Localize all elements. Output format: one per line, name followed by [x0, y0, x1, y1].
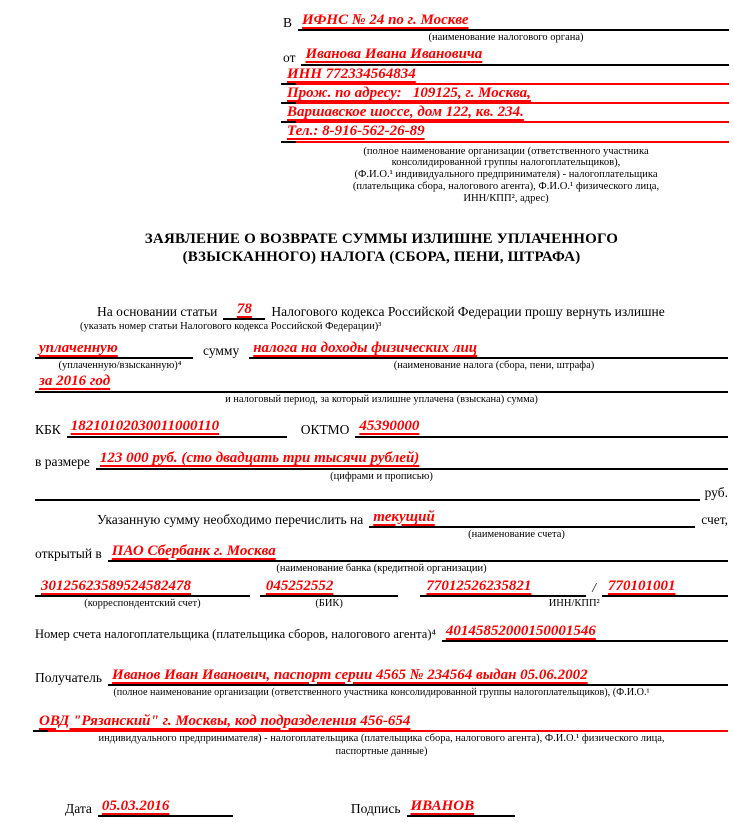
signature-field[interactable] [407, 798, 515, 817]
applicant-address-field-1[interactable] [283, 85, 729, 104]
recipient-caption: (полное наименование организации (ответственного участника консолидированной группы налогоплательщиков), (Ф.И.О.¹ [113, 686, 650, 698]
header-footnote-line: (полное наименование организации (ответственного участника [363, 145, 649, 157]
corr-account-field[interactable] [35, 575, 250, 597]
inn-kpp-column [420, 575, 728, 610]
corr-account-caption: (корреспондентский счет) [84, 597, 201, 609]
rub-suffix: руб. [704, 484, 728, 500]
taxpayer-account-value[interactable]: 40145852000150001546 [445, 622, 596, 639]
tax-name-value[interactable]: налога на доходы физических лиц [253, 340, 478, 357]
header-footnote-line: ИНН/КПП², адрес) [463, 193, 549, 205]
account-type-caption: (наименование счета) [468, 528, 565, 540]
paid-type-caption: (уплаченную/взысканную)⁴ [58, 360, 182, 372]
bank-kpp-field[interactable] [602, 575, 728, 597]
document-title [35, 231, 728, 266]
signature-value[interactable]: ИВАНОВ [410, 797, 475, 814]
transfer-row [35, 509, 728, 528]
account-type-value[interactable]: текущий [373, 508, 435, 525]
basis-suffix: Налогового кодекса Российской Федерации прошу вернуть излишне [271, 304, 665, 320]
transfer-suffix: счет, [701, 511, 728, 527]
bank-name-value[interactable]: ПАО Сбербанк г. Москва [111, 542, 276, 559]
inn-kpp-caption: ИНН/КПП² [548, 597, 600, 609]
bik-value[interactable]: 045252552 [265, 577, 334, 594]
sum-label: сумму [203, 343, 240, 359]
amount-value[interactable]: 123 000 руб. (сто двадцать три тысячи рублей) [99, 450, 420, 467]
field-applicant-phone [283, 123, 729, 142]
taxpayer-account-field[interactable] [442, 623, 728, 642]
rub-blank-row [35, 483, 728, 501]
amount-row [35, 450, 728, 470]
document-title-line-1: ЗАЯВЛЕНИЕ О ВОЗВРАТЕ СУММЫ ИЗЛИШНЕ УПЛАЧЕННОГО [144, 231, 619, 248]
tax-period-value[interactable]: за 2016 год [39, 373, 111, 390]
kbk-value[interactable]: 18210102030011000110 [70, 418, 220, 435]
header-footnote-line: (Ф.И.О.¹ индивидуального предпринимателя) - налогоплательщика [354, 169, 658, 181]
header-footnote-line: (плательщика сбора, налогового агента), Ф.И.О.¹ физического лица, [352, 181, 660, 193]
article-number-value[interactable]: 78 [236, 301, 252, 318]
header-addressee-block [283, 12, 729, 205]
recipient-row [35, 666, 728, 686]
account-type-caption-row [35, 528, 728, 542]
bank-kpp-value[interactable]: 770101001 [608, 577, 676, 594]
applicant-inn-field[interactable] [283, 66, 729, 85]
taxpayer-account-row [35, 622, 728, 642]
applicant-address-field-2[interactable] [283, 104, 729, 123]
applicant-phone-value[interactable]: Тел.: 8-916-562-26-89 [287, 123, 425, 140]
date-field[interactable] [98, 798, 233, 817]
paid-type-value[interactable]: уплаченную [39, 340, 118, 357]
inn-kpp-slash: / [592, 579, 597, 595]
bank-caption: (наименование банка (кредитной организации) [276, 562, 487, 574]
applicant-inn-value[interactable]: ИНН 772334564834 [287, 65, 416, 82]
kbk-field[interactable] [67, 418, 287, 437]
signature-label: Подпись [350, 801, 401, 817]
bank-label: открытый в [35, 545, 102, 561]
inn-kpp-fields [420, 575, 728, 597]
issuer-field[interactable] [35, 713, 728, 732]
tax-name-field[interactable] [249, 340, 728, 359]
document-title-line-2: (ВЗЫСКАННОГО) НАЛОГА (СБОРА, ПЕНИ, ШТРАФА) [182, 248, 581, 265]
tax-name-caption: (наименование налога (сбора, пени, штрафа) [393, 360, 595, 372]
caption-spacer [35, 528, 305, 542]
issuer-caption-line-2: паспортные данные) [335, 745, 428, 757]
transfer-prefix: Указанную сумму необходимо перечислить на [97, 511, 364, 527]
issuer-row [35, 712, 728, 732]
from-label: от [283, 49, 296, 65]
caption-spacer [205, 359, 260, 373]
tax-authority-value[interactable]: ИФНС № 24 по г. Москве [302, 12, 469, 28]
field-tax-authority [283, 12, 729, 31]
paid-tax-captions [35, 359, 728, 373]
field-applicant-name [283, 46, 729, 65]
kbk-label: КБК [35, 421, 61, 437]
tax-period-field[interactable] [35, 373, 728, 392]
date-label: Дата [65, 801, 92, 817]
taxpayer-account-label: Номер счета налогоплательщика (плательщика сборов, налогового агента)⁴ [35, 626, 436, 641]
bank-row [35, 542, 728, 562]
bik-field[interactable] [260, 575, 399, 597]
field-applicant-address-1 [283, 85, 729, 104]
article-caption: (указать номер статьи Налогового кодекса Российской Федерации)³ [80, 321, 382, 333]
basis-prefix: На основании статьи [97, 304, 218, 320]
applicant-phone-field[interactable] [283, 123, 729, 142]
oktmo-field[interactable] [355, 418, 728, 437]
recipient-value[interactable]: Иванов Иван Иванович, паспорт серии 4565 № 234564 выдан 05.06.2002 [112, 666, 588, 683]
to-label: В [283, 15, 293, 31]
paid-sum-tax-row [35, 339, 728, 359]
kbk-oktmo-row [35, 418, 728, 438]
bank-name-field[interactable] [108, 543, 728, 562]
issuer-caption-line-1: индивидуального предпринимателя) - налогоплательщика (плательщика сбора, налогового агента), Ф.И.О.¹ физического лица, [98, 732, 665, 744]
field-applicant-inn [283, 66, 729, 85]
bank-details-row [35, 575, 728, 610]
basis-paragraph [35, 301, 728, 320]
issuer-value[interactable]: ОВД "Рязанский" г. Москвы, код подразделения 456-654 [39, 712, 411, 729]
document-body [35, 301, 728, 817]
bik-column [260, 575, 399, 610]
amount-label: в размере [35, 453, 90, 469]
oktmo-label: ОКТМО [300, 421, 350, 437]
bank-inn-value[interactable]: 77012526235821 [426, 577, 532, 594]
corr-account-column [35, 575, 250, 610]
header-footnote-block [283, 146, 729, 206]
date-signature-row [35, 798, 728, 817]
applicant-address-value-2[interactable]: Варшавское шоссе, дом 122, кв. 234. [287, 104, 524, 120]
tax-authority-field[interactable] [298, 12, 729, 31]
period-caption: и налоговый период, за который излишне уплачена (взыскана) сумма) [225, 393, 538, 405]
bank-inn-field[interactable] [420, 575, 586, 597]
period-row [35, 373, 728, 392]
recipient-field[interactable] [108, 667, 728, 686]
recipient-label: Получатель [35, 669, 103, 685]
bik-caption: (БИК) [315, 597, 343, 609]
applicant-address-value-1[interactable]: Прож. по адресу: 109125, г. Москва, [287, 84, 531, 101]
applicant-name-value[interactable]: Иванова Ивана Ивановича [305, 46, 483, 63]
amount-field[interactable] [96, 450, 728, 469]
corr-account-value[interactable]: 30125623589524582478 [41, 577, 191, 594]
date-value[interactable]: 05.03.2016 [101, 797, 170, 814]
header-footnote-line: консолидированной группы налогоплательщиков), [391, 157, 621, 169]
applicant-name-field[interactable] [301, 46, 729, 65]
tax-authority-caption: (наименование налогового органа) [428, 32, 584, 44]
amount-caption: (цифрами и прописью) [330, 470, 433, 482]
paid-type-field[interactable] [35, 340, 193, 359]
rub-blank-field[interactable] [35, 499, 700, 501]
oktmo-value[interactable]: 45390000 [359, 418, 420, 435]
field-applicant-address-2 [283, 104, 729, 123]
account-type-field[interactable] [369, 509, 695, 528]
article-number-field[interactable] [223, 301, 265, 320]
